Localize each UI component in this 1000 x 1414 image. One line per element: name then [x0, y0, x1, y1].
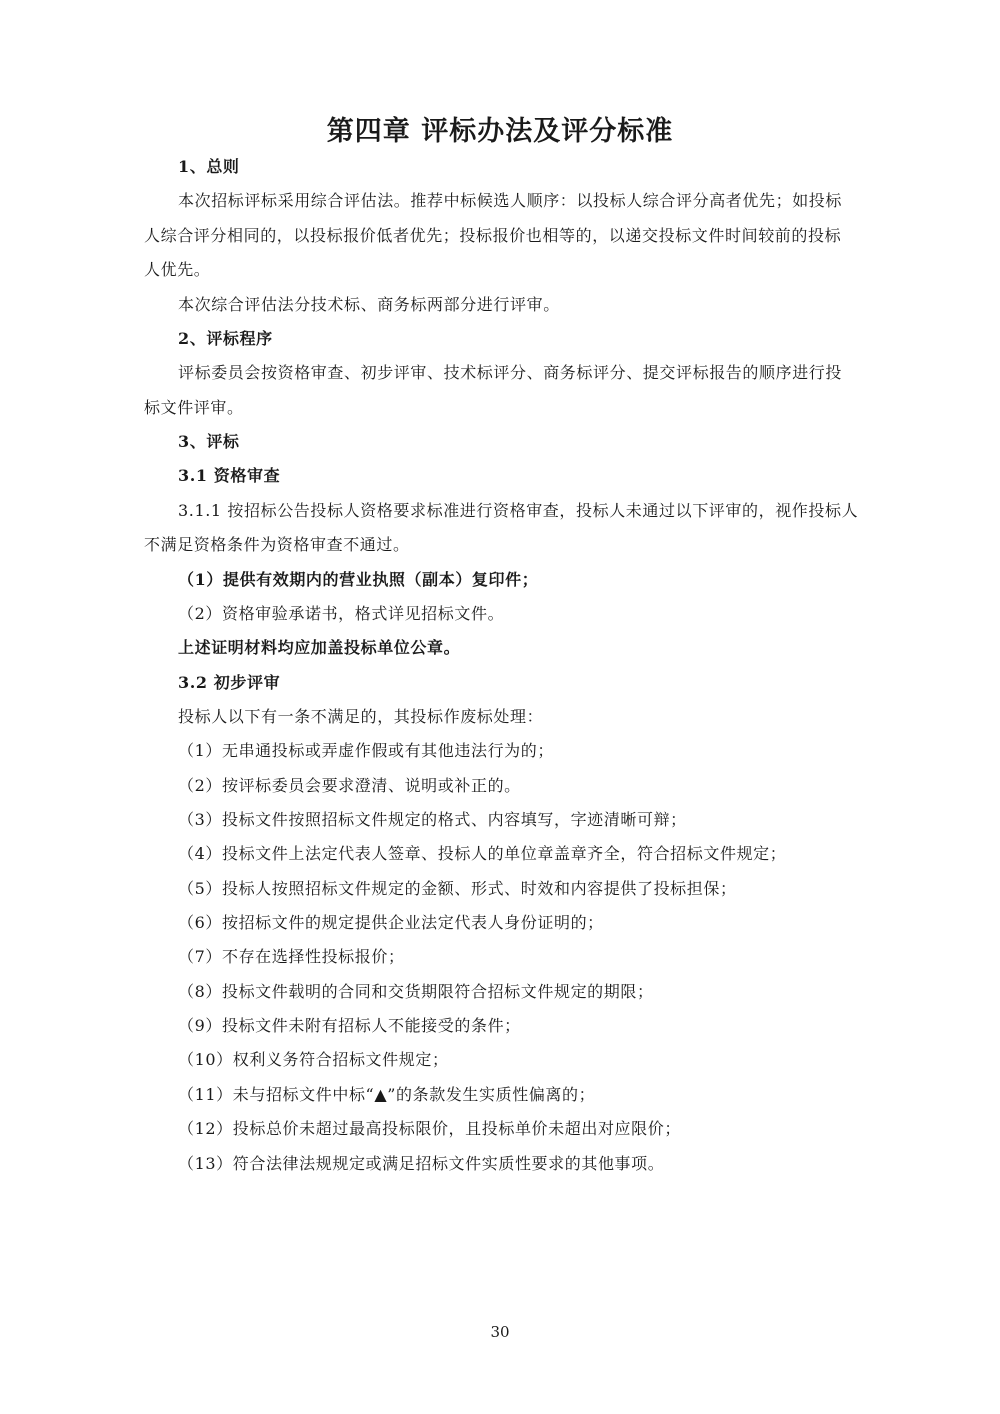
preliminary-item: （6）按招标文件的规定提供企业法定代表人身份证明的；	[178, 913, 604, 932]
chapter-title: 第四章 评标办法及评分标准	[326, 116, 674, 147]
paragraph-line: 投标人以下有一条不满足的，其投标作废标处理：	[178, 707, 544, 726]
qualification-note: 上述证明材料均应加盖投标单位公章。	[178, 638, 461, 657]
preliminary-item: （13）符合法律法规规定或满足招标文件实质性要求的其他事项。	[178, 1154, 665, 1173]
paragraph-line: 本次招标评标采用综合评估法。推荐中标候选人顺序：以投标人综合评分高者优先；如投标	[178, 191, 843, 210]
qualification-item: （2）资格审验承诺书，格式详见招标文件。	[178, 604, 505, 623]
paragraph-line: 不满足资格条件为资格审查不通过。	[144, 535, 410, 554]
preliminary-item: （4）投标文件上法定代表人签章、投标人的单位章盖章齐全，符合招标文件规定；	[178, 844, 787, 863]
preliminary-item: （9）投标文件未附有招标人不能接受的条件；	[178, 1016, 521, 1035]
subsection-heading-preliminary: 3.2 初步评审	[178, 673, 281, 692]
subsection-heading-qualification: 3.1 资格审查	[178, 466, 281, 485]
paragraph-line: 标文件评审。	[144, 398, 244, 417]
preliminary-item: （1）无串通投标或弄虚作假或有其他违法行为的；	[178, 741, 554, 760]
preliminary-item: （3）投标文件按照招标文件规定的格式、内容填写，字迹清晰可辩；	[178, 810, 687, 829]
paragraph-line: 3.1.1 按招标公告投标人资格要求标准进行资格审查，投标人未通过以下评审的，视作投标人	[178, 501, 859, 520]
preliminary-item: （10）权利义务符合招标文件规定；	[178, 1050, 449, 1069]
qualification-item: （1）提供有效期内的营业执照（副本）复印件；	[178, 570, 539, 589]
preliminary-item: （11）未与招标文件中标“▲”的条款发生实质性偏离的；	[178, 1085, 596, 1104]
paragraph-line: 评标委员会按资格审查、初步评审、技术标评分、商务标评分、提交评标报告的顺序进行投	[178, 363, 843, 382]
section-heading-procedure: 2、评标程序	[178, 329, 273, 348]
preliminary-item: （8）投标文件载明的合同和交货期限符合招标文件规定的期限；	[178, 982, 654, 1001]
section-heading-evaluation: 3、评标	[178, 432, 240, 451]
preliminary-item: （2）按评标委员会要求澄清、说明或补正的。	[178, 776, 521, 795]
preliminary-item: （5）投标人按照招标文件规定的金额、形式、时效和内容提供了投标担保；	[178, 879, 737, 898]
page-number: 30	[490, 1323, 510, 1341]
preliminary-item: （12）投标总价未超过最高投标限价，且投标单价未超出对应限价；	[178, 1119, 681, 1138]
section-heading-general: 1、总则	[178, 157, 240, 176]
preliminary-item: （7）不存在选择性投标报价；	[178, 947, 405, 966]
paragraph-line: 人优先。	[144, 260, 211, 279]
paragraph-line: 人综合评分相同的，以投标报价低者优先；投标报价也相等的，以递交投标文件时间较前的投标	[144, 226, 842, 245]
paragraph-line: 本次综合评估法分技术标、商务标两部分进行评审。	[178, 295, 560, 314]
